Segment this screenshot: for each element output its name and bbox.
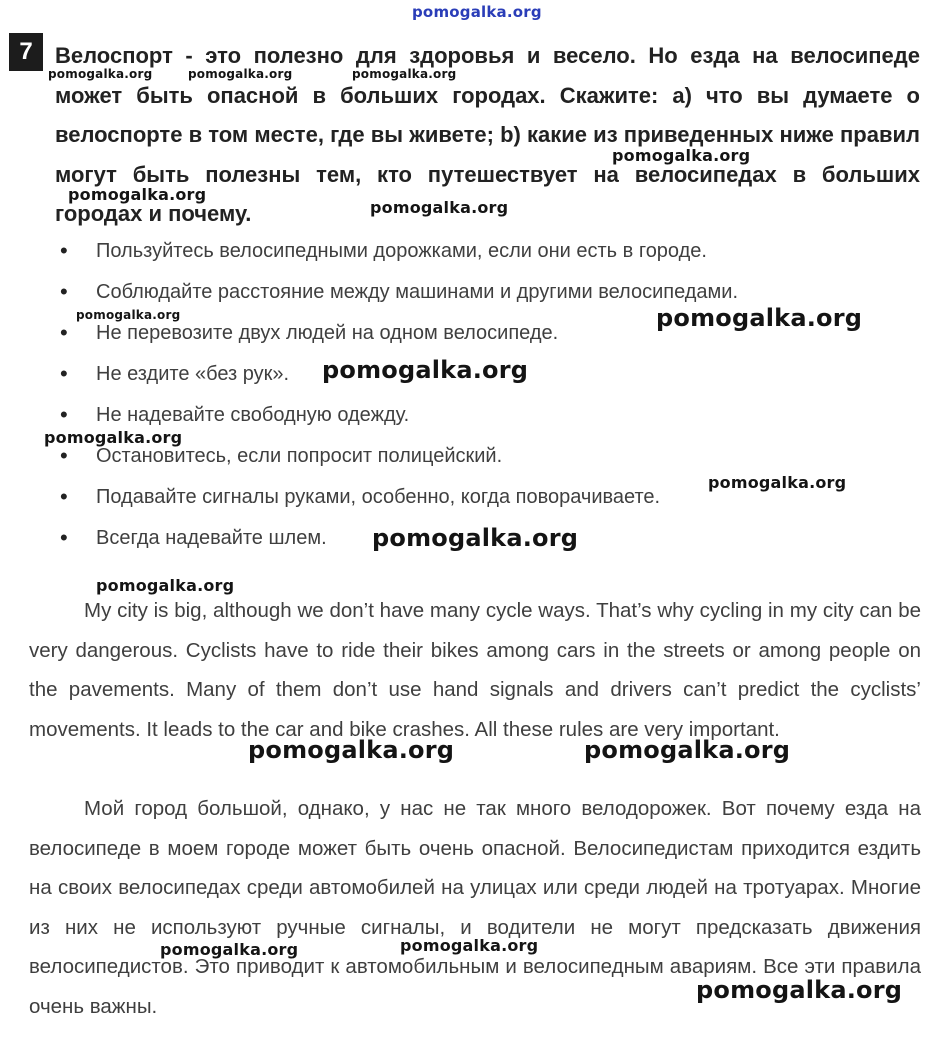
rule-item: • Соблюдайте расстояние между машинами и другими велосипедами. (58, 273, 858, 314)
watermark: pomogalka.org (412, 3, 542, 21)
rule-item: • Не ездите «без рук». (58, 355, 858, 396)
watermark: pomogalka.org (370, 198, 509, 217)
watermark: pomogalka.org (160, 940, 299, 959)
rule-item: • Подавайте сигналы руками, особенно, когда поворачиваете. (58, 478, 858, 519)
watermark: pomogalka.org (248, 736, 455, 764)
rule-item: • Остановитесь, если попросит полицейский. (58, 437, 858, 478)
watermark: pomogalka.org (76, 308, 181, 322)
rule-item: • Не перевозите двух людей на одном велосипеде. (58, 314, 858, 355)
watermark: pomogalka.org (708, 473, 847, 492)
watermark: pomogalka.org (584, 736, 791, 764)
watermark: pomogalka.org (352, 67, 457, 81)
watermark: pomogalka.org (44, 428, 183, 447)
watermark: pomogalka.org (322, 356, 529, 384)
task-number: 7 (19, 38, 33, 65)
watermark: pomogalka.org (188, 67, 293, 81)
task-number-badge (9, 33, 43, 71)
rule-item: • Всегда надевайте шлем. (58, 519, 858, 560)
rule-item: • Пользуйтесь велосипедными дорожками, если они есть в городе. (58, 232, 858, 273)
watermark: pomogalka.org (612, 146, 751, 165)
watermark: pomogalka.org (96, 576, 235, 595)
rules-list (58, 232, 858, 560)
watermark: pomogalka.org (400, 936, 539, 955)
task-text: Велоспорт - это полезно для здоровья и весело. Но езда на велосипеде может быть опасной в больших городах. Скажите: a) что вы думаете о велоспорте в том месте, где вы живете; b) какие из приведенных ниже правил могут быть полезны тем, кто путешествует на велосипедах в больших городах и почему. (55, 43, 920, 226)
answer-russian: Мой город большой, однако, у нас не так много велодорожек. Вот почему езда на велосипеде в моем городе может быть очень опасной. Велосипедистам приходится ездить на своих велосипедах среди автомобилей на улицах или среди людей на тротуарах. Многие из них не используют ручные сигналы, и водители не могут предсказать движения велосипедистов. Это приводит к автомобильным и велосипедным авариям. Все эти правила очень важны. (29, 797, 921, 1018)
watermark: pomogalka.org (656, 304, 863, 332)
watermark: pomogalka.org (372, 524, 579, 552)
rule-item: • Не надевайте свободную одежду. (58, 396, 858, 437)
watermark: pomogalka.org (696, 976, 903, 1004)
answer-english: My city is big, although we don’t have many cycle ways. That’s why cycling in my city can be very dangerous. Cyclists have to ride their bikes among cars in the streets or among people on the pavements. Many of them don’t use hand signals and drivers can’t predict the cyclists’ movements. It leads to the car and bike crashes. All these rules are very important. (29, 599, 921, 741)
watermark: pomogalka.org (68, 185, 207, 204)
watermark: pomogalka.org (48, 67, 153, 81)
